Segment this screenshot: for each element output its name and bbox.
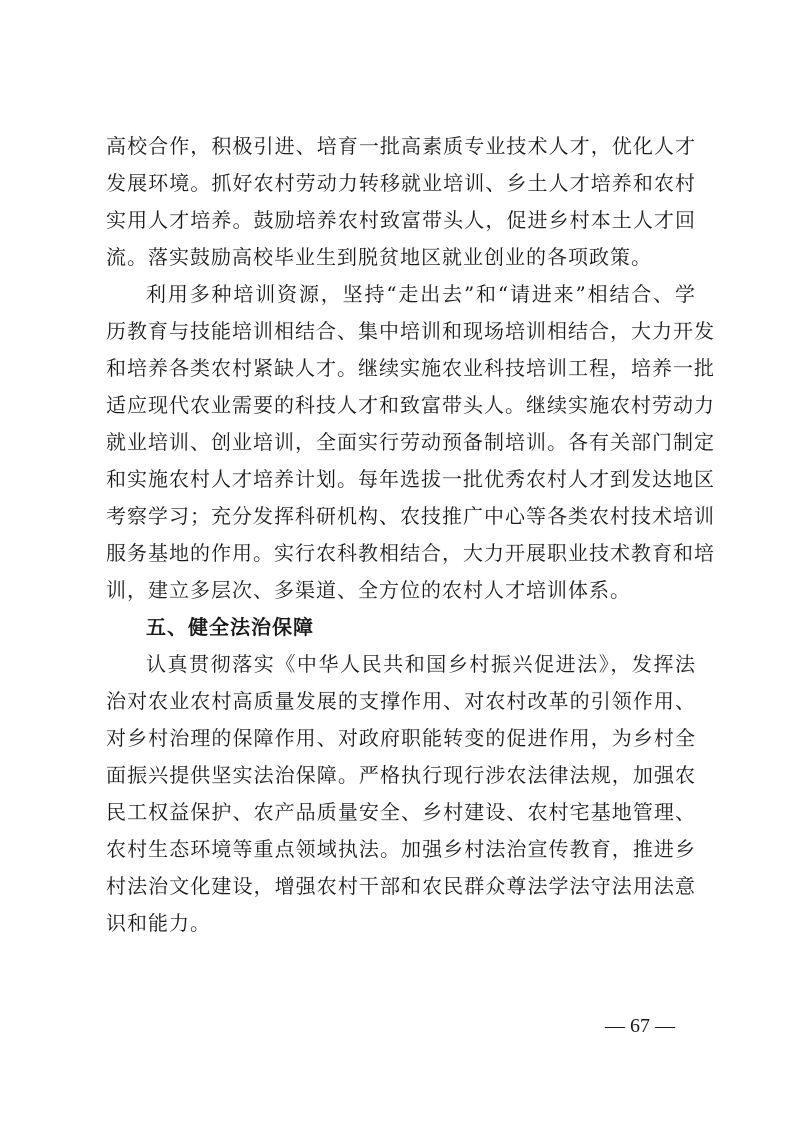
paragraph-line: 发展环境。抓好农村劳动力转移就业培训、乡土人才培养和农村	[106, 171, 696, 195]
paragraph-line: 高校合作，积极引进、培育一批高素质专业技术人才，优化人才	[106, 134, 696, 158]
paragraph-line: 面振兴提供坚实法治保障。严格执行现行涉农法律法规，加强农	[106, 763, 696, 787]
paragraph-line: 流。落实鼓励高校毕业生到脱贫地区就业创业的各项政策。	[106, 245, 652, 269]
paragraph-line: 民工权益保护、农产品质量安全、乡村建设、农村宅基地管理、	[106, 800, 696, 824]
paragraph-line: 适应现代农业需要的科技人才和致富带头人。继续实施农村劳动力	[106, 393, 715, 417]
paragraph-line: 就业培训、创业培训，全面实行劳动预备制培训。各有关部门制定	[106, 430, 715, 454]
paragraph-line: 治对农业农村高质量发展的支撑作用、对农村改革的引领作用、	[106, 689, 696, 713]
page-number: — 67 —	[605, 1015, 675, 1037]
paragraph-line: 和实施农村人才培养计划。每年选拔一批优秀农村人才到发达地区	[106, 467, 715, 491]
paragraph-line: 村法治文化建设，增强农村干部和农民群众尊法学法守法用法意	[106, 874, 696, 898]
paragraph-line: 认真贯彻落实《中华人民共和国乡村振兴促进法》，发挥法	[146, 652, 696, 676]
paragraph-line: 识和能力。	[106, 911, 211, 935]
paragraph-line: 历教育与技能培训相结合、集中培训和现场培训相结合，大力开发	[106, 319, 715, 343]
paragraph-rule-of-law	[106, 646, 696, 942]
paragraph-line: 利用多种培训资源，坚持“走出去”和“请进来”相结合、学	[146, 282, 696, 306]
paragraph-line: 和培养各类农村紧缺人才。继续实施农业科技培训工程，培养一批	[106, 356, 715, 380]
paragraph-line: 考察学习；充分发挥科研机构、农技推广中心等各类农村技术培训	[106, 504, 715, 528]
paragraph-line: 训，建立多层次、多渠道、全方位的农村人才培训体系。	[106, 578, 631, 602]
paragraph-continued	[106, 128, 696, 276]
body-text	[106, 128, 715, 942]
paragraph-line: 对乡村治理的保障作用、对政府职能转变的促进作用，为乡村全	[106, 726, 696, 750]
paragraph-line: 实用人才培养。鼓励培养农村致富带头人，促进乡村本土人才回	[106, 208, 696, 232]
paragraph-line: 农村生态环境等重点领域执法。加强乡村法治宣传教育，推进乡	[106, 837, 696, 861]
section-heading: 五、健全法治保障	[146, 615, 314, 639]
paragraph-line: 服务基地的作用。实行农科教相结合，大力开展职业技术教育和培	[106, 541, 715, 565]
paragraph-training-resources	[106, 276, 715, 609]
